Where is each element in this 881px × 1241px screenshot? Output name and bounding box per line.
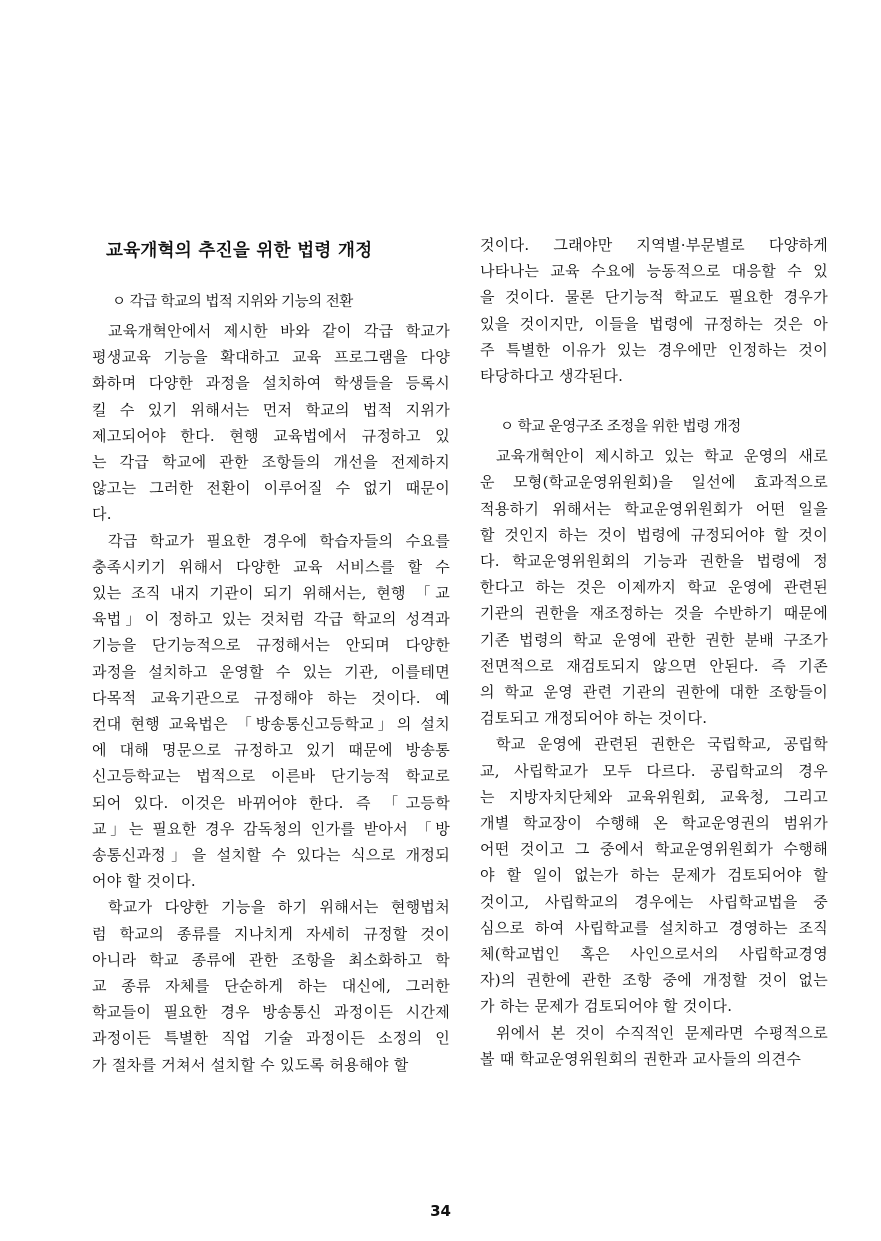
text-line: 위에서 본 것이 수직적인 문제라면 수평적으로 — [496, 1023, 828, 1042]
right-column — [480, 232, 828, 1072]
text-line: 화하며 다양한 과정을 설치하여 학생들을 등록시 — [92, 374, 450, 393]
text-line: 가 절차를 거쳐서 설치할 수 있도록 허용해야 할 — [92, 1055, 409, 1074]
text-line: 심으로 하여 사립학교를 설치하고 경영하는 조직 — [480, 918, 828, 937]
paragraph — [92, 894, 450, 1077]
text-line: 야 할 일이 없는가 하는 문제가 검토되어야 할 — [480, 866, 828, 885]
text-line: 체(학교법인 혹은 사인으로서의 사립학교경영 — [480, 945, 828, 964]
text-line: 교, 사립학교가 모두 다르다. 공립학교의 경우 — [480, 761, 828, 780]
text-line: 럼 학교의 종류를 지나치게 자세히 규정할 것이 — [92, 924, 450, 943]
text-line: 것이고, 사립학교의 경우에는 사립학교법을 중 — [480, 892, 828, 911]
text-line: 학교 운영에 관련된 권한은 국립학교, 공립학 — [496, 735, 828, 754]
text-line: 다목적 교육기관으로 규정해야 하는 것이다. 예 — [92, 688, 450, 707]
text-line: 것이다. 그래야만 지역별·부문별로 다양하게 — [480, 236, 828, 254]
text-line: 신고등학교는 법적으로 이른바 단기능적 학교로 — [92, 767, 450, 786]
text-line: 육법」이 정하고 있는 것처럼 각급 학교의 성격과 — [92, 610, 450, 629]
text-line: 주 특별한 이유가 있는 경우에만 인정하는 것이 — [480, 340, 828, 359]
text-line: 않고는 그러한 전환이 이루어질 수 없기 때문이 — [92, 479, 450, 498]
subsection-heading-legal-status: ㅇ 각급 학교의 법적 지위와 기능의 전환 — [112, 294, 353, 310]
text-line: 학교가 다양한 기능을 하기 위해서는 현행법처 — [108, 898, 450, 917]
paragraph — [480, 1020, 828, 1072]
text-line: 할 것인지 하는 것이 법령에 규정되어야 할 것이 — [480, 525, 828, 544]
text-line: 볼 때 학교운영위원회의 권한과 교사들의 의견수 — [480, 1049, 802, 1068]
text-line: 과정을 설치하고 운영할 수 있는 기관, 이를테면 — [92, 662, 450, 681]
text-line: 충족시키기 위해서 다양한 교육 서비스를 할 수 — [92, 557, 450, 576]
page-number: 34 — [430, 1202, 451, 1220]
section-heading: 교육개혁의 추진을 위한 법령 개정 — [106, 241, 373, 261]
text-line: 한다고 하는 것은 이제까지 학교 운영에 관련된 — [480, 578, 828, 597]
text-line: 송통신과정」을 설치할 수 있다는 식으로 개정되 — [92, 846, 450, 865]
paragraph — [480, 731, 828, 1019]
text-line: 다. — [92, 505, 112, 524]
left-paragraphs — [92, 318, 450, 1078]
text-line: 컨대 현행 교육법은 「방송통신고등학교」의 설치 — [92, 715, 450, 734]
right-paragraphs-before — [480, 232, 828, 389]
text-line: 나타나는 교육 수요에 능동적으로 대응할 수 있 — [480, 262, 828, 281]
text-line: 기존 법령의 학교 운영에 관한 권한 분배 구조가 — [480, 630, 828, 649]
text-line: 타당하다고 생각된다. — [480, 367, 624, 386]
text-line: 제고되어야 한다. 현행 교육법에서 규정하고 있 — [92, 426, 450, 445]
text-line: 있을 것이지만, 이들을 법령에 규정하는 것은 아 — [480, 314, 828, 333]
text-line: 가 하는 문제가 검토되어야 할 것이다. — [480, 997, 733, 1016]
right-paragraphs-after — [480, 443, 828, 1072]
text-line: 기관의 권한을 재조정하는 것을 수반하기 때문에 — [480, 604, 828, 623]
text-line: 의 학교 운영 관련 기관의 권한에 대한 조항들이 — [480, 683, 828, 702]
text-line: 는 지방자치단체와 교육위원회, 교육청, 그리고 — [480, 787, 828, 806]
paragraph — [92, 318, 450, 528]
text-line: 적용하기 위해서는 학교운영위원회가 어떤 일을 — [480, 499, 828, 518]
text-line: 아니라 학교 종류에 관한 조항을 최소화하고 학 — [92, 950, 450, 969]
text-line: 있는 조직 내지 기관이 되기 위해서는, 현행 「교 — [92, 584, 450, 603]
left-column — [92, 232, 450, 1078]
text-line: 운 모형(학교운영위원회)을 일선에 효과적으로 — [480, 473, 828, 492]
text-line: 각급 학교가 필요한 경우에 학습자들의 수요를 — [108, 531, 450, 550]
text-line: 검토되고 개정되어야 하는 것이다. — [480, 709, 708, 728]
subsection-heading-school-governance: ㅇ 학교 운영구조 조정을 위한 법령 개정 — [500, 419, 741, 436]
text-line: 전면적으로 재검토되지 않으면 안된다. 즉 기존 — [480, 656, 828, 675]
text-line: 되어 있다. 이것은 바뀌어야 한다. 즉 「고등학 — [92, 793, 450, 812]
text-line: 교 종류 자체를 단순하게 하는 대신에, 그러한 — [92, 977, 450, 996]
text-line: 교육개혁안에서 제시한 바와 같이 각급 학교가 — [108, 322, 450, 340]
text-line: 을 것이다. 물론 단기능적 학교도 필요한 경우가 — [480, 288, 828, 307]
text-line: 평생교육 기능을 확대하고 교육 프로그램을 다양 — [92, 348, 450, 367]
text-line: 학교들이 필요한 경우 방송통신 과정이든 시간제 — [92, 1003, 450, 1022]
paragraph — [480, 443, 828, 731]
text-line: 는 각급 학교에 관한 조항들의 개선을 전제하지 — [92, 453, 450, 472]
text-line: 교」는 필요한 경우 감독청의 인가를 받아서 「방 — [92, 819, 450, 838]
text-line: 자)의 권한에 관한 조항 중에 개정할 것이 없는 — [480, 971, 828, 990]
text-line: 다. 학교운영위원회의 기능과 권한을 법령에 정 — [480, 552, 828, 571]
text-line: 에 대해 명문으로 규정하고 있기 때문에 방송통 — [92, 741, 450, 760]
text-line: 과정이든 특별한 직업 기술 과정이든 소정의 인 — [92, 1029, 450, 1048]
paragraph — [480, 232, 828, 389]
text-line: 킬 수 있기 위해서는 먼저 학교의 법적 지위가 — [92, 400, 450, 419]
text-line: 기능을 단기능적으로 규정해서는 안되며 다양한 — [92, 636, 450, 655]
text-line: 어떤 것이고 그 중에서 학교운영위원회가 수행해 — [480, 840, 828, 859]
text-line: 개별 학교장이 수행해 온 학교운영권의 범위가 — [480, 814, 828, 833]
text-line: 어야 할 것이다. — [92, 872, 196, 891]
paragraph — [92, 528, 450, 895]
text-line: 교육개혁안이 제시하고 있는 학교 운영의 새로 — [496, 447, 828, 466]
